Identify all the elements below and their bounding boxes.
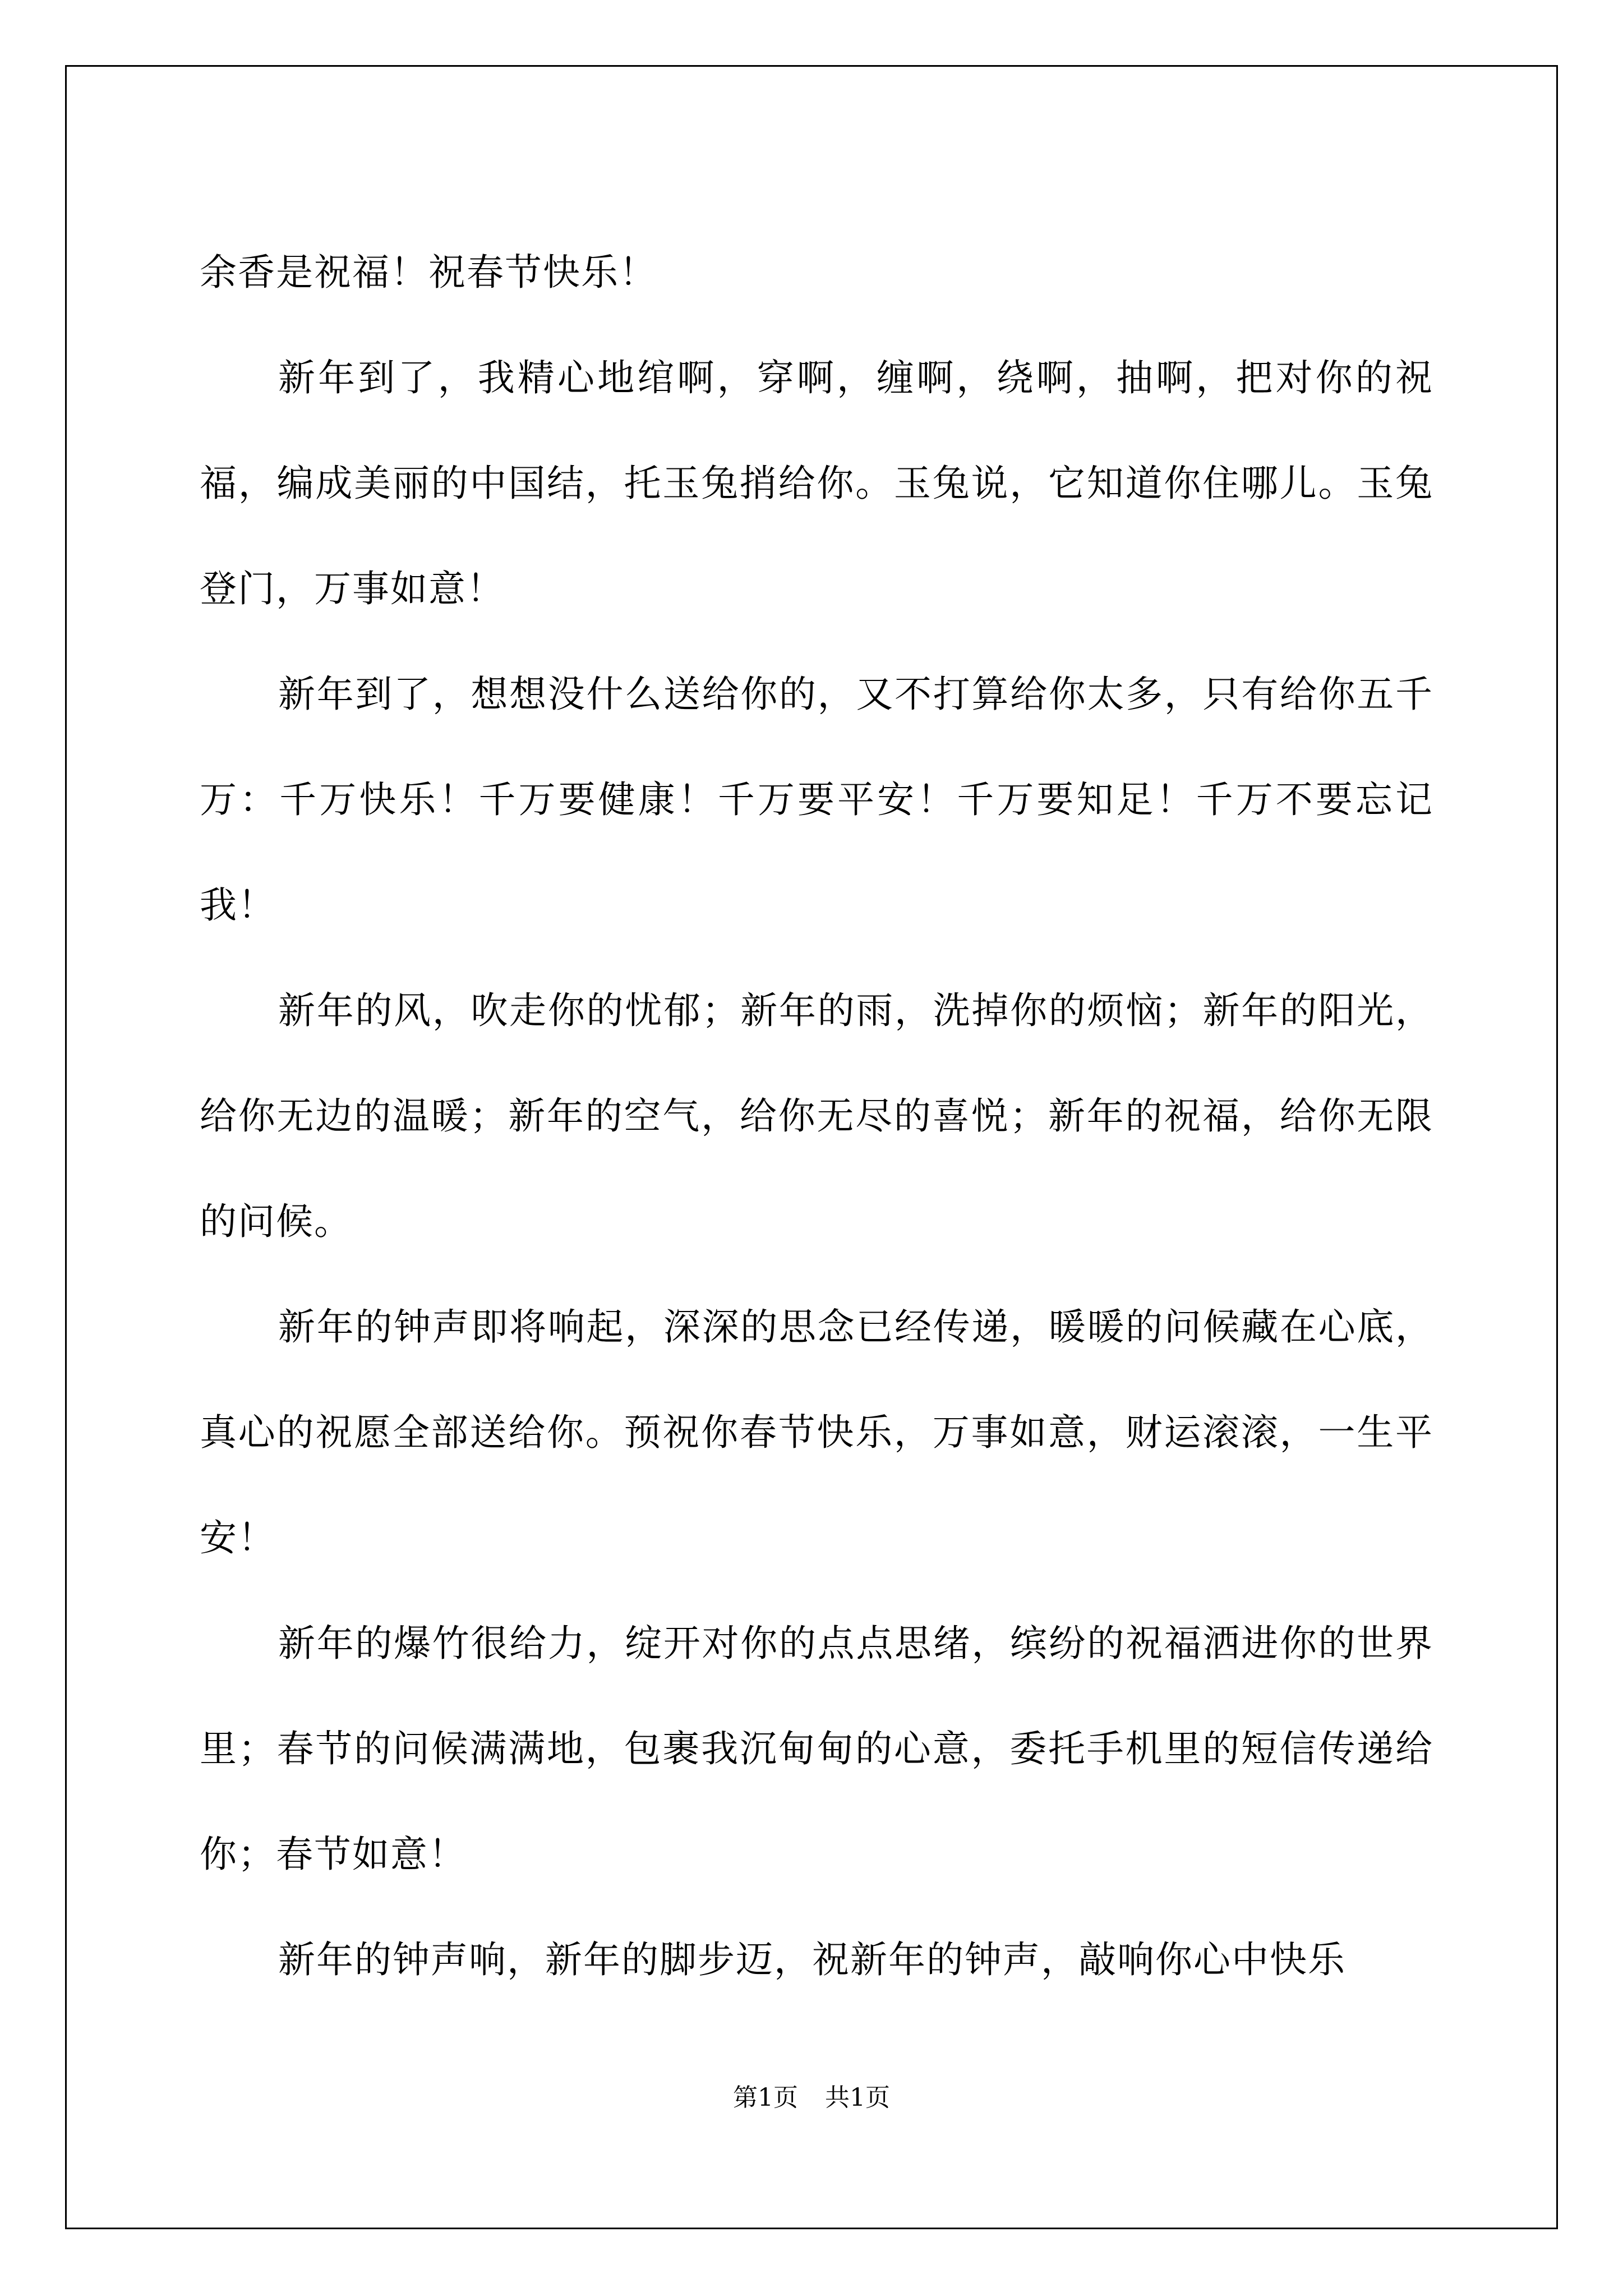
paragraph: 余香是祝福！祝春节快乐！ — [200, 251, 657, 294]
page-total: 共1页 — [825, 2083, 890, 2112]
paragraph: 新年的钟声响，新年的脚步迈，祝新年的钟声，敲响你心中快乐 — [278, 1938, 1346, 1981]
document-body — [200, 220, 1433, 2013]
paragraph: 新年到了，想想没什么送给你的，又不打算给你太多，只有给你五千万：千万快乐！千万要健康！千万要平安！千万要知足！千万不要忘记我！ — [200, 673, 1433, 927]
paragraph: 新年到了，我精心地绾啊，穿啊，缠啊，绕啊，抽啊，把对你的祝福，编成美丽的中国结，托玉兔捎给你。玉兔说，它知道你住哪儿。玉兔登门，万事如意！ — [200, 356, 1433, 610]
paragraph: 新年的爆竹很给力，绽开对你的点点思绪，缤纷的祝福洒进你的世界里；春节的问候满满地，包裹我沉甸甸的心意，委托手机里的短信传递给你；春节如意！ — [200, 1622, 1433, 1876]
page-number: 第1页 — [733, 2083, 798, 2112]
paragraph: 新年的钟声即将响起，深深的思念已经传递，暖暖的问候藏在心底，真心的祝愿全部送给你。预祝你春节快乐，万事如意，财运滚滚，一生平安！ — [200, 1305, 1433, 1559]
page-footer — [0, 2081, 1623, 2115]
paragraph: 新年的风，吹走你的忧郁；新年的雨，洗掉你的烦恼；新年的阳光，给你无边的温暖；新年的空气，给你无尽的喜悦；新年的祝福，给你无限的问候。 — [200, 989, 1433, 1243]
